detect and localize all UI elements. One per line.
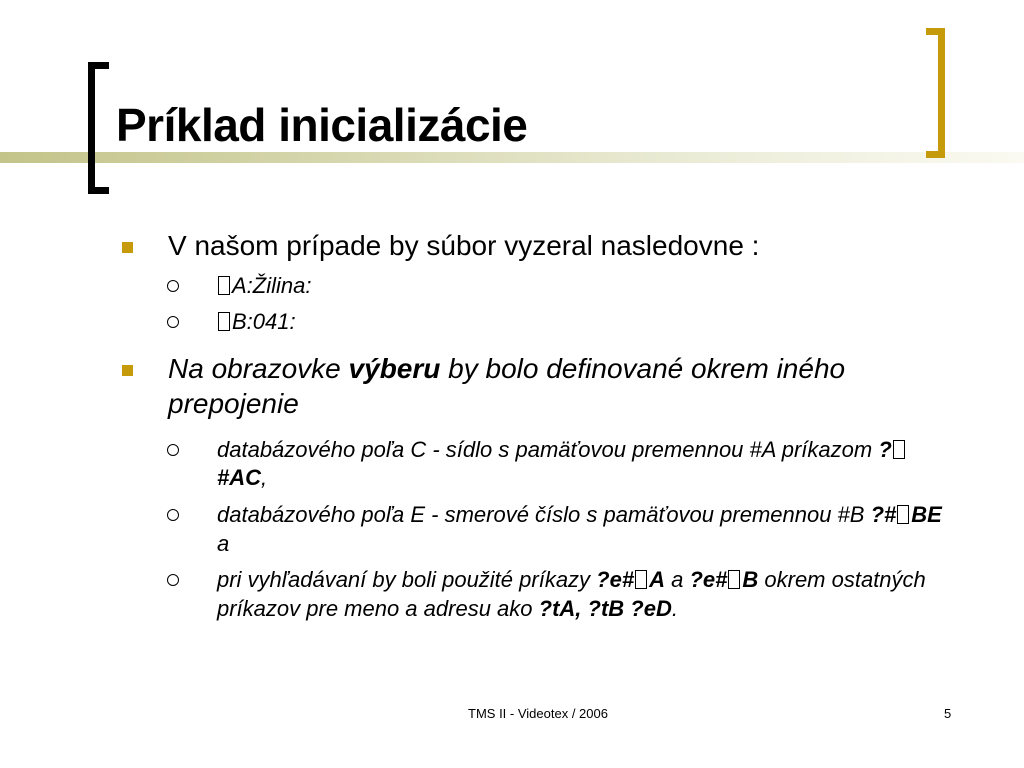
circle-bullet-icon [167, 316, 179, 328]
sub-3-cmd-b: A [649, 567, 665, 593]
bullet-1-sub-2-text: B:041: [232, 309, 296, 335]
bullet-1-text: V našom prípade by súbor vyzeral nasledovne : [168, 230, 760, 261]
missing-glyph-box-icon [897, 505, 909, 524]
slide-content [120, 228, 950, 631]
bullet-1-sub-2 [120, 308, 950, 337]
circle-bullet-icon [167, 444, 179, 456]
square-bullet-icon [122, 365, 133, 376]
sub-2-text: databázového poľa E - smerové číslo s pamäťovou premennou #B [217, 502, 871, 528]
missing-glyph-box-icon [218, 276, 230, 295]
missing-glyph-box-icon [218, 312, 230, 331]
bullet-2-text-b: by bolo definované okrem iného prepojenie [168, 352, 846, 420]
sub-3-end: . [671, 595, 678, 621]
bullet-1-sub-1-text: A:Žilina: [232, 272, 312, 298]
sub-3-text-b: okrem ostatných príkazov pre meno a adresu ako [217, 567, 926, 621]
missing-glyph-box-icon [893, 440, 905, 459]
sub-3-text: pri vyhľadávaní by boli použité príkazy [217, 567, 597, 593]
slide-title: Príklad inicializácie [116, 100, 533, 151]
sub-1-cmd-a: ? [878, 436, 892, 462]
bullet-2-sub-3 [120, 566, 950, 623]
sub-2-cmd-b: BE [911, 502, 942, 528]
circle-bullet-icon [167, 574, 179, 586]
bullet-2-bold: výberu [348, 352, 441, 384]
sub-1-text: databázového poľa C - sídlo s pamäťovou premennou #A príkazom [217, 436, 879, 462]
footer-text: TMS II - Videotex / 2006 [468, 706, 608, 721]
sub-1-end: , [261, 465, 268, 491]
bullet-2-sub-1 [120, 436, 950, 493]
sub-3-cmd-c: ?e# [689, 567, 728, 593]
right-bracket-decoration [926, 28, 945, 158]
bullet-1 [120, 228, 950, 264]
circle-bullet-icon [167, 280, 179, 292]
sub-3-cmds: ?tA, ?tB ?eD [538, 595, 672, 621]
left-bracket-decoration [88, 62, 109, 194]
bullet-2-text-a: Na obrazovke [168, 352, 349, 384]
circle-bullet-icon [167, 509, 179, 521]
bullet-2 [120, 351, 950, 422]
sub-1-cmd-b: #AC [217, 465, 262, 491]
missing-glyph-box-icon [728, 570, 740, 589]
sub-3-cmd-d: B [742, 567, 759, 593]
missing-glyph-box-icon [635, 570, 647, 589]
title-decoration-band [0, 152, 1024, 163]
sub-2-end: a [217, 530, 230, 556]
bullet-2-sub-2 [120, 501, 950, 558]
sub-3-cmd-a: ?e# [596, 567, 635, 593]
sub-2-cmd-a: ?# [870, 502, 897, 528]
square-bullet-icon [122, 242, 133, 253]
page-number: 5 [944, 706, 952, 721]
sub-3-conj: a [664, 567, 690, 593]
bullet-1-sub-1 [120, 272, 950, 301]
